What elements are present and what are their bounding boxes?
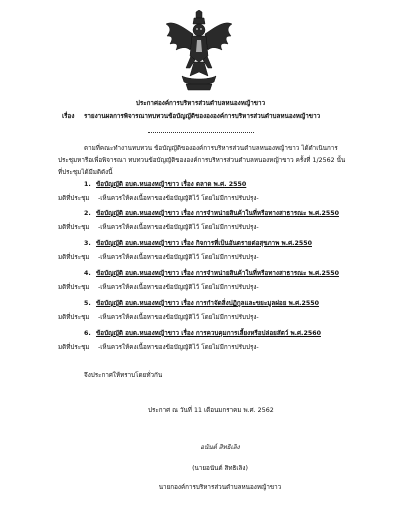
signature-position: นายกองค์การบริหารส่วนตำบลหนองหญ้าขาว <box>158 484 282 491</box>
announce-date: ประกาศ ณ วันที่ 11 เดือนมกราคม พ.ศ. 2562 <box>148 407 274 414</box>
signature-handwritten: อนันต์ สิทธิเลิง <box>200 444 240 451</box>
intro-line-1: ตามที่คณะทำงานทบทวน ข้อบัญญัติขององค์การบริหารส่วนตำบลหนองหญ้าขาว ได้ดำเนินการ <box>84 145 338 152</box>
item-5-resolution: -เห็นควรให้คงเนื้อหาของข้อบัญญัติไว้ โดยไม่มีการปรับปรุง- <box>98 314 259 321</box>
subject-text: รายงานผลการพิจารณาทบทวนข้อบัญญัติของององค์การบริหารส่วนตำบลหนองหญ้าขาว <box>84 113 321 120</box>
item-3-resolution-label: มติที่ประชุม <box>58 254 90 261</box>
item-5-number: 5. <box>84 300 91 307</box>
item-4-resolution: -เห็นควรให้คงเนื้อหาของข้อบัญญัติไว้ โดยไม่มีการปรับปรุง- <box>98 284 259 291</box>
signature-printed-name: (นายอนันต์ สิทธิเลิง) <box>192 465 248 472</box>
item-1-resolution: -เห็นควรให้คงเนื้อหาของข้อบัญญัติไว้ โดยไม่มีการปรับปรุง- <box>98 195 259 202</box>
item-4-number: 4. <box>84 270 91 277</box>
item-1-number: 1. <box>84 181 91 188</box>
item-5-title: ข้อบัญญัติ อบต.หนองหญ้าขาว เรื่อง การกำจัดสิ่งปฏิกูลและขยะมูลฝอย พ.ศ.2550 <box>96 300 320 307</box>
item-6-number: 6. <box>84 330 91 337</box>
item-6-resolution-label: มติที่ประชุม <box>58 344 90 351</box>
item-3-number: 3. <box>84 240 91 247</box>
closing-text: จึงประกาศให้ทราบโดยทั่วกัน <box>84 372 163 379</box>
item-4-resolution-label: มติที่ประชุม <box>58 284 90 291</box>
subject-label: เรื่อง <box>62 113 75 120</box>
item-2-resolution-label: มติที่ประชุม <box>58 224 90 231</box>
item-4-title: ข้อบัญญัติ อบต.หนองหญ้าขาว เรื่อง การจำหน่ายสินค้าในที่หรือทางสาธารณะ พ.ศ.2550 <box>96 270 340 277</box>
title-divider <box>148 132 254 133</box>
item-2-resolution: -เห็นควรให้คงเนื้อหาของข้อบัญญัติไว้ โดยไม่มีการปรับปรุง- <box>98 224 259 231</box>
item-5-resolution-label: มติที่ประชุม <box>58 314 90 321</box>
item-6-title: ข้อบัญญัติ อบต.หนองหญ้าขาว เรื่อง การควบคุมการเลี้ยงหรือปล่อยสัตว์ พ.ศ.2560 <box>96 330 321 337</box>
item-3-resolution: -เห็นควรให้คงเนื้อหาของข้อบัญญัติไว้ โดยไม่มีการปรับปรุง- <box>98 254 259 261</box>
item-1-title: ข้อบัญญัติ อบต.หนองหญ้าขาว เรื่อง ตลาด พ.ศ. 2550 <box>96 181 247 188</box>
announcement-title: ประกาศองค์การบริหารส่วนตำบลหนองหญ้าขาว <box>135 100 266 107</box>
item-2-number: 2. <box>84 210 91 217</box>
garuda-emblem-icon <box>164 10 234 94</box>
intro-line-2: ประชุมหารือเพื่อพิจารณา ทบทวนข้อบัญญัติขององค์การบริหารส่วนตำบลหนองหญ้าขาว ครั้งที่ 1/2562 นั้น <box>58 157 346 164</box>
item-2-title: ข้อบัญญัติ อบต.หนองหญ้าขาว เรื่อง การจำหน่ายสินค้าในที่หรือทางสาธารณะ พ.ศ.2550 <box>96 210 340 217</box>
intro-line-3: ที่ประชุมได้มีมติดังนี้ <box>58 169 113 176</box>
item-6-resolution: -เห็นควรให้คงเนื้อหาของข้อบัญญัติไว้ โดยไม่มีการปรับปรุง- <box>98 344 259 351</box>
item-1-resolution-label: มติที่ประชุม <box>58 195 90 202</box>
item-3-title: ข้อบัญญัติ อบต.หนองหญ้าขาว เรื่อง กิจการที่เป็นอันตรายต่อสุขภาพ พ.ศ.2550 <box>96 240 312 247</box>
